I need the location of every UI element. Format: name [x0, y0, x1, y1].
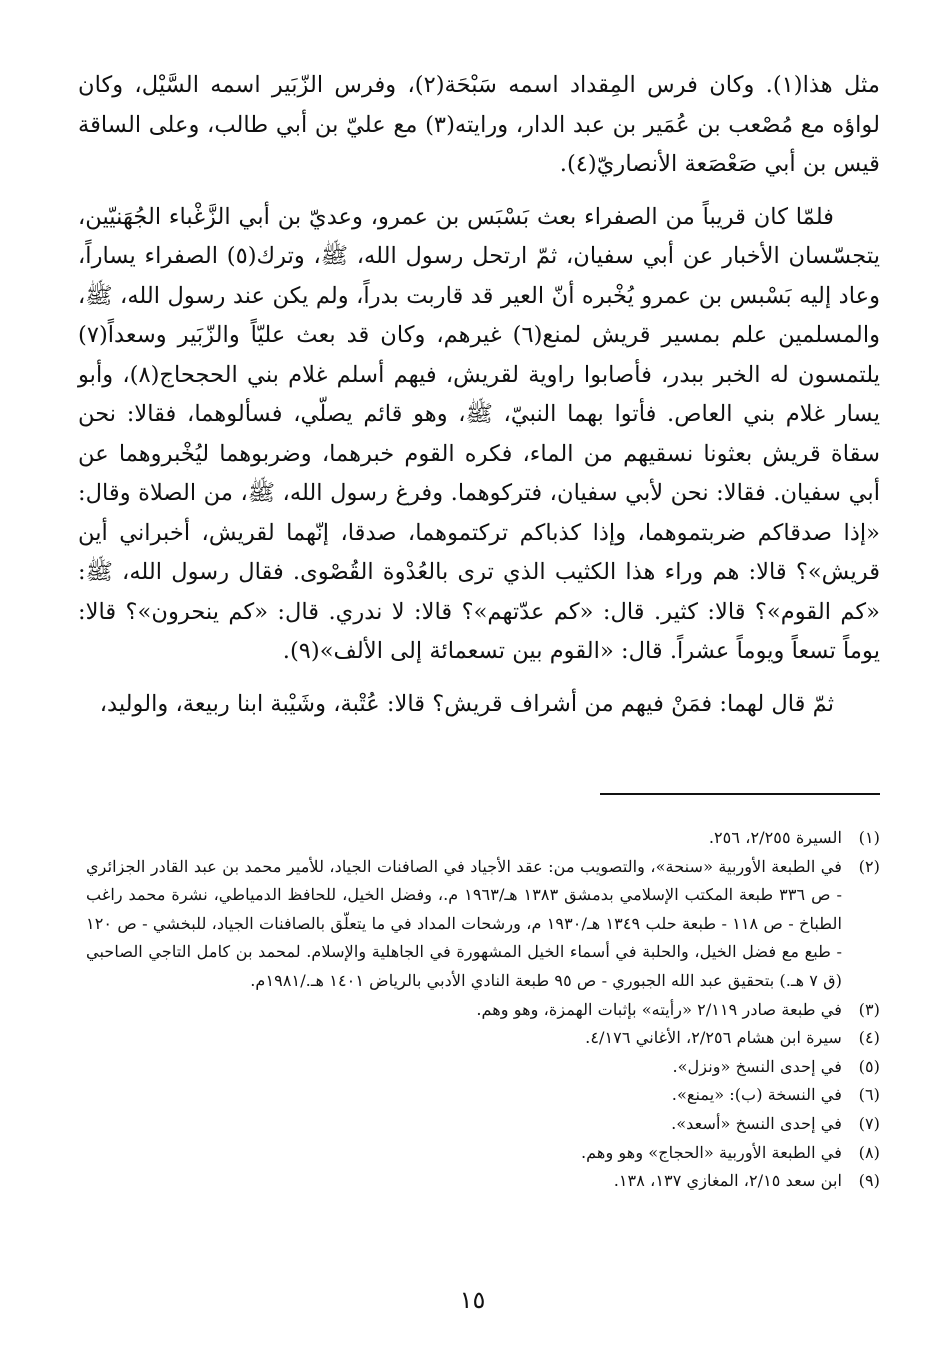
footnote-text: في إحدى النسخ «ونزل».: [672, 1056, 842, 1076]
paragraph-1: مثل هذا(١). وكان فرس المِقداد اسمه سَبْحَة(٢)، وفرس الزّبَير اسمه السَّيْل، وكان لواؤه مع مُصْعب بن عُمَير بن عبد الدار، ورايته(٣) مع عليّ بن أبي طالب، وعلى الساقة قيس بن أبي صَعْصَعة الأنصاريّ(٤).: [78, 72, 880, 177]
footnotes: [86, 824, 880, 1196]
footnote-text: في النسخة (ب): «يمنع».: [671, 1085, 842, 1105]
footnote-number: (٦): [858, 1085, 880, 1105]
paragraph-3: ثمّ قال لهما: فمَنْ فيهم من أشراف قريش؟ قالا: عُتْبة، وشَيْبة ابنا ربيعة، والوليد،: [99, 690, 834, 717]
footnote-7: [86, 1110, 880, 1139]
main-text: [78, 66, 880, 724]
footnote-4: [86, 1024, 880, 1053]
footnote-3: [86, 996, 880, 1025]
footnote-text: سيرة ابن هشام ٢/٢٥٦، الأغاني ٤/١٧٦.: [585, 1028, 842, 1048]
footnote-text: في الطبعة الأوربية «سنحة»، والتصويب من: عقد الأجياد في الصافنات الجياد، للأمير محمد بن عبد القادر الجزائري - ص ٣٣٦ طبعة المكتب الإسلامي بدمشق ١٣٨٣ هـ/١٩٦٣ م.، وفضل الخيل، للحافظ الدمياطي، نشرة محمد راغب الطباخ - ص ١١٨ - طبعة حلب ١٣٤٩ هـ/١٩٣٠ م، ورشحات المداد في ما يتعلّق بالصافنات الجياد، للبخشي - ص ١٢٠ - طبع مع فضل الخيل، والحلبة في أسماء الخيل المشهورة في الجاهلية والإسلام. لمحمد بن كامل التاجي الصاحبي (ق ٧ هـ.) بتحقيق عبد الله الجبوري - ص ٩٥ طبعة النادي الأدبي بالرياض ١٤٠١ هـ./١٩٨١م.: [86, 856, 842, 990]
footnote-9: [86, 1167, 880, 1196]
footnote-text: في الطبعة الأوربية «الحجاج» وهو وهم.: [581, 1142, 842, 1162]
footnote-8: [86, 1139, 880, 1168]
footnote-separator: [600, 793, 880, 795]
paragraph-2: فلمّا كان قريباً من الصفراء بعث بَسْبَس بن عمرو، وعديّ بن أبي الزَّغْباء الجُهَنيّين، يتجسّسان الأخبار عن أبي سفيان، ثمّ ارتحل رسول الله، ﷺ، وترك(٥) الصفراء يساراً، وعاد إليه بَسْبس بن عمرو يُخْبره أنّ العير قد قاربت بدراً، ولم يكن عند رسول الله، ﷺ، والمسلمين علم بمسير قريش لمنع(٦) غيرهم، وكان قد بعث عليّاً والزّبَير وسعداً(٧) يلتمسون له الخبر ببدر، فأصابوا راوية لقريش، فيهم أسلم غلام بني الحجحاج(٨)، وأبو يسار غلام بني العاص. فأتوا بهما النبيّ، ﷺ، وهو قائم يصلّي، فسألوهما، فقالا: نحن سقاة قريش بعثونا نسقيهم من الماء، فكره القوم خبرهما، وضربوهما ليُخْبروهما عن أبي سفيان. فقالا: نحن لأبي سفيان، فتركوهما. وفرغ رسول الله، ﷺ، من الصلاة وقال: «إذا صدقاكم ضربتموهما، وإذا كذباكم تركتموهما، صدقا، إنّهما لقريش، أخبراني أين قريش»؟ قالا: هم وراء هذا الكثيب الذي ترى بالعُدْوة القُصْوى. فقال رسول الله، ﷺ: «كم القوم»؟ قالا: كثير. قال: «كم عدّتهم»؟ قالا: لا ندري. قال: «كم ينحرون»؟ قالا: يوماً تسعاً ويوماً عشراً. قال: «القوم بين تسعمائة إلى الألف»(٩).: [78, 203, 881, 664]
footnote-text: السيرة ٢/٢٥٥، ٢٥٦.: [708, 828, 842, 847]
footnote-text: ابن سعد ٢/١٥، المغازي ١٣٧، ١٣٨.: [613, 1171, 842, 1191]
footnote-6: [86, 1081, 880, 1110]
footnote-1: [86, 824, 880, 853]
footnote-number: (٩): [858, 1171, 880, 1191]
footnote-number: (٣): [858, 999, 880, 1019]
footnote-5: [86, 1053, 880, 1082]
footnote-number: (٥): [858, 1056, 880, 1076]
footnote-number: (٢): [858, 856, 880, 876]
page-number: ١٥: [459, 1286, 486, 1314]
footnote-number: (٤): [858, 1028, 880, 1048]
footnote-text: في إحدى النسخ «أسعد».: [671, 1113, 842, 1133]
footnote-number: (٨): [858, 1142, 880, 1162]
footnote-number: (٧): [858, 1113, 880, 1133]
footnote-number: (١): [858, 828, 880, 847]
footnote-2: [86, 853, 880, 996]
footnote-text: في طبعة صادر ٢/١١٩ «رأيته» بإثبات الهمزة، وهو وهم.: [476, 999, 842, 1019]
